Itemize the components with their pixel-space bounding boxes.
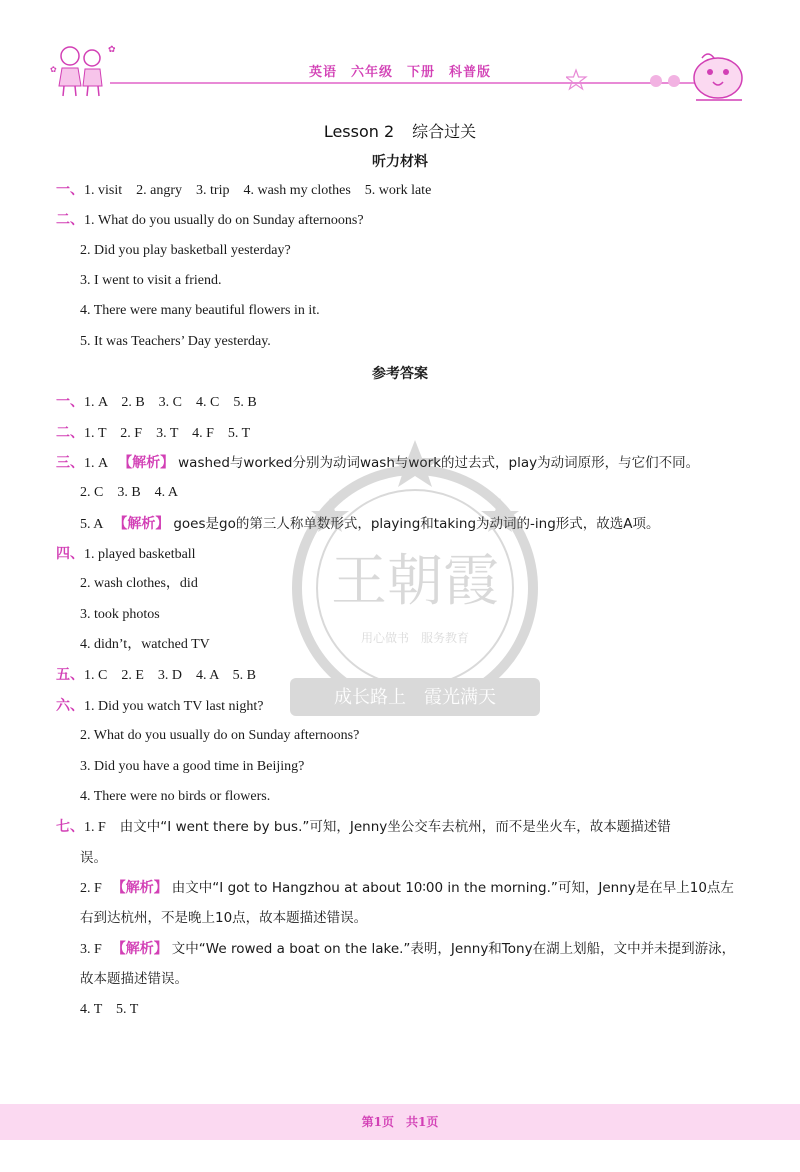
section-label: 七、 <box>56 819 84 835</box>
analysis-text: 由文中“I got to Hangzhou at about 10∶00 in the morning.”可知，Jenny是在早上10点左 <box>171 880 734 896</box>
answer-line <box>80 879 734 898</box>
publisher-watermark <box>270 428 560 748</box>
section-label: 三、 <box>56 455 84 471</box>
answer-text: 1. C 2. E 3. D 4. A 5. B <box>84 668 256 683</box>
list-item: 3. Did you have a good time in Beijing? <box>80 759 305 774</box>
chick-illustration <box>684 48 754 104</box>
answers-section-4 <box>56 545 196 564</box>
section-label: 一、 <box>56 394 84 410</box>
book-title: 英语 六年级 下册 科普版 <box>308 65 491 80</box>
list-item: 1. Did you watch TV last night? <box>84 699 264 714</box>
listening-section-1 <box>56 181 431 200</box>
answers-section-2 <box>56 424 250 443</box>
answers-heading: 参考答案 <box>372 366 428 382</box>
watermark-brand: 王朝霞 <box>331 549 499 614</box>
list-item: 4. didn’t，watched TV <box>80 637 210 652</box>
list-item: 2. angry <box>136 183 183 198</box>
answer-text: 1. A <box>84 456 109 471</box>
svg-text:✿: ✿ <box>108 44 116 54</box>
analysis-text: 误。 <box>80 850 107 866</box>
analysis-tag: 【解析】 <box>111 941 168 957</box>
answer-text: 1. F <box>84 820 106 835</box>
answer-text: 1. A 2. B 3. C 4. C 5. B <box>84 395 257 410</box>
list-item: 3. took photos <box>80 607 160 622</box>
watermark-banner: 成长路上 霞光满天 <box>334 687 496 708</box>
answer-text: 4. T 5. T <box>80 1002 139 1017</box>
page-header <box>0 0 800 110</box>
analysis-text: 文中“We rowed a boat on the lake.”表明，Jenny和Tony在湖上划船，文中并未提到游泳， <box>171 941 736 957</box>
list-item: 1. visit <box>84 183 123 198</box>
list-item: 4. There were many beautiful flowers in it. <box>80 303 320 318</box>
answers-section-5 <box>56 666 256 685</box>
section-label: 二、 <box>56 425 84 441</box>
list-item: 5. It was Teachers’ Day yesterday. <box>80 334 271 349</box>
section-label: 五、 <box>56 667 84 683</box>
children-illustration <box>48 42 118 98</box>
analysis-text: 右到达杭州，不是晚上10点，故本题描述错误。 <box>80 910 368 926</box>
list-item: 5. work late <box>364 183 432 198</box>
page-footer <box>0 1104 800 1140</box>
section-label: 二、 <box>56 212 84 228</box>
list-item: 1. played basketball <box>84 547 196 562</box>
answers-section-7 <box>56 818 671 837</box>
answer-text: 2. C 3. B 4. A <box>80 485 179 500</box>
list-item: 2. wash clothes，did <box>80 576 198 591</box>
analysis-tag: 【解析】 <box>113 516 170 532</box>
analysis-text: 由文中“I went there by bus.”可知，Jenny坐公交车去杭州，而不是坐火车，故本题描述错 <box>119 819 671 835</box>
lesson-number: Lesson 2 <box>323 122 395 141</box>
analysis-text: washed与worked分别为动词wash与work的过去式，play为动词原形，与它们不同。 <box>178 455 700 471</box>
svg-text:✿: ✿ <box>50 65 57 74</box>
answer-text: 2. F <box>80 881 102 896</box>
answer-line <box>80 940 735 959</box>
answer-text: 5. A <box>80 517 104 532</box>
analysis-text: goes是go的第三人称单数形式，playing和taking为动词的-ing形式，故选A项。 <box>173 516 660 532</box>
list-item: 4. wash my clothes <box>243 183 351 198</box>
list-item: 2. Did you play basketball yesterday? <box>80 243 291 258</box>
answer-text: 3. F <box>80 942 102 957</box>
listening-heading: 听力材料 <box>372 154 428 170</box>
page-total: 共1页 <box>406 1115 439 1129</box>
listening-section-2 <box>56 211 364 230</box>
list-item: 3. trip <box>196 183 230 198</box>
answer-text: 1. T 2. F 3. T 4. F 5. T <box>84 426 251 441</box>
list-item: 2. What do you usually do on Sunday afternoons? <box>80 728 360 743</box>
watermark-slogan: 用心做书 服务教育 <box>360 631 470 645</box>
page-number: 第1页 <box>361 1115 394 1129</box>
section-label: 四、 <box>56 546 84 562</box>
analysis-tag: 【解析】 <box>111 880 168 896</box>
answers-section-1 <box>56 393 257 412</box>
list-item: 4. There were no birds or flowers. <box>80 789 271 804</box>
list-item: 3. I went to visit a friend. <box>80 273 222 288</box>
analysis-tag: 【解析】 <box>118 455 175 471</box>
star-dots-decoration <box>566 68 686 92</box>
lesson-title <box>0 119 800 142</box>
list-item: 1. What do you usually do on Sunday afternoons? <box>84 213 364 228</box>
section-label: 一、 <box>56 182 84 198</box>
analysis-text: 故本题描述错误。 <box>80 971 188 987</box>
section-label: 六、 <box>56 698 84 714</box>
lesson-name: 综合过关 <box>412 122 477 141</box>
answers-section-6 <box>56 697 264 716</box>
